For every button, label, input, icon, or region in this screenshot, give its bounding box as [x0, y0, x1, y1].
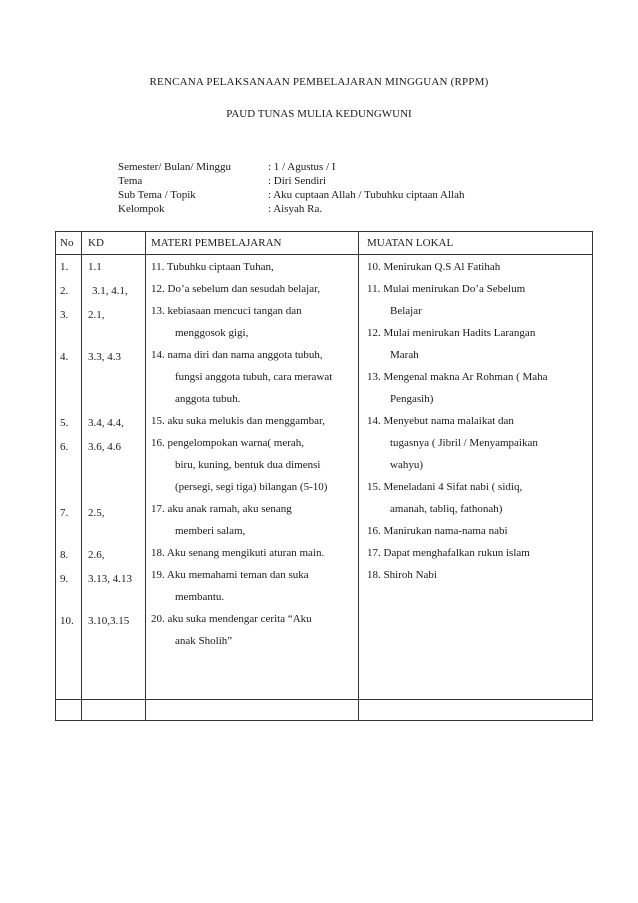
column-divider [358, 231, 359, 721]
materi-line: 14. nama diri dan nama anggota tubuh, [151, 349, 323, 361]
materi-line: (persegi, segi tiga) bilangan (5-10) [175, 481, 328, 493]
meta-value: : Aku cuptaan Allah / Tubuhku ciptaan Allah [268, 189, 465, 201]
muatan-line: Marah [390, 349, 419, 361]
row-number: 5. [60, 417, 69, 429]
materi-line: 13. kebiasaan mencuci tangan dan [151, 305, 302, 317]
row-number: 10. [60, 615, 74, 627]
materi-line: 16. pengelompokan warna( merah, [151, 437, 305, 449]
materi-line: 12. Do’a sebelum dan sesudah belajar, [151, 283, 321, 295]
row-number: 4. [60, 351, 69, 363]
table-border-left [55, 231, 56, 721]
meta-block [118, 160, 464, 216]
header-muatan: MUATAN LOKAL [367, 237, 454, 249]
materi-line: fungsi anggota tubuh, cara merawat [175, 371, 333, 383]
muatan-line: 14. Menyebut nama malaikat dan [367, 415, 514, 427]
header-no: No [60, 237, 74, 249]
meta-label: Kelompok [118, 203, 165, 215]
muatan-line: 11. Mulai menirukan Do’a Sebelum [367, 283, 526, 295]
materi-line: 18. Aku senang mengikuti aturan main. [151, 547, 325, 559]
kd-code: 3.3, 4.3 [88, 351, 121, 363]
meta-value: : Aisyah Ra. [268, 203, 323, 215]
document-title: RENCANA PELAKSANAAN PEMBELAJARAN MINGGUAN (RPPM) [149, 76, 489, 88]
materi-line: biru, kuning, bentuk dua dimensi [175, 459, 321, 471]
muatan-line: 13. Mengenal makna Ar Rohman ( Maha [367, 371, 548, 383]
meta-label: Tema [118, 175, 143, 187]
muatan-line: 12. Mulai menirukan Hadits Larangan [367, 327, 536, 339]
meta-row-subtema [118, 188, 464, 202]
lesson-table [55, 231, 593, 721]
table-border-top [55, 231, 593, 232]
materi-line: membantu. [175, 591, 225, 603]
table-footer-divider [55, 699, 593, 700]
column-divider [81, 231, 82, 721]
materi-line: 19. Aku memahami teman dan suka [151, 569, 309, 581]
materi-line: menggosok gigi, [175, 327, 249, 339]
kd-code: 3.13, 4.13 [88, 573, 132, 585]
kd-code: 3.10,3.15 [88, 615, 130, 627]
materi-line: 17. aku anak ramah, aku senang [151, 503, 292, 515]
meta-row-semester [118, 160, 464, 174]
row-number: 1. [60, 261, 69, 273]
materi-line: anggota tubuh. [175, 393, 241, 405]
meta-row-tema [118, 174, 464, 188]
header-kd: KD [88, 237, 104, 249]
muatan-line: 15. Meneladani 4 Sifat nabi ( sidiq, [367, 481, 523, 493]
kd-code: 2.6, [88, 549, 105, 561]
muatan-line: 17. Dapat menghafalkan rukun islam [367, 547, 530, 559]
column-divider [145, 231, 146, 721]
meta-row-kelompok [118, 202, 464, 216]
header-materi: MATERI PEMBELAJARAN [151, 237, 282, 249]
materi-line: 11. Tubuhku ciptaan Tuhan, [151, 261, 274, 273]
row-number: 3. [60, 309, 69, 321]
row-number: 8. [60, 549, 69, 561]
meta-label: Semester/ Bulan/ Minggu [118, 161, 232, 173]
muatan-line: 10. Menirukan Q.S Al Fatihah [367, 261, 501, 273]
muatan-line: 16. Manirukan nama-nama nabi [367, 525, 508, 537]
muatan-line: 18. Shiroh Nabi [367, 569, 437, 581]
materi-line: 15. aku suka melukis dan menggambar, [151, 415, 325, 427]
muatan-line: Belajar [390, 305, 422, 317]
muatan-line: amanah, tabliq, fathonah) [390, 503, 503, 515]
row-number: 2. [60, 285, 69, 297]
meta-label: Sub Tema / Topik [118, 189, 196, 201]
kd-code: 1.1 [88, 261, 102, 273]
row-number: 9. [60, 573, 69, 585]
kd-code: 3.4, 4.4, [88, 417, 124, 429]
muatan-line: wahyu) [390, 459, 423, 471]
materi-line: memberi salam, [175, 525, 246, 537]
meta-value: : 1 / Agustus / I [268, 161, 336, 173]
kd-code: 2.5, [88, 507, 105, 519]
muatan-line: Pengasih) [390, 393, 434, 405]
kd-code: 3.1, 4.1, [92, 285, 128, 297]
table-border-right [592, 231, 593, 721]
row-number: 6. [60, 441, 69, 453]
meta-value: : Diri Sendiri [268, 175, 327, 187]
materi-line: anak Sholih” [175, 635, 233, 647]
muatan-line: tugasnya ( Jibril / Menyampaikan [390, 437, 538, 449]
table-header-divider [55, 254, 593, 255]
kd-code: 2.1, [88, 309, 105, 321]
materi-line: 20. aku suka mendengar cerita “Aku [151, 613, 312, 625]
school-name: PAUD TUNAS MULIA KEDUNGWUNI [226, 108, 412, 120]
kd-code: 3.6, 4.6 [88, 441, 121, 453]
table-border-bottom [55, 720, 593, 721]
row-number: 7. [60, 507, 69, 519]
